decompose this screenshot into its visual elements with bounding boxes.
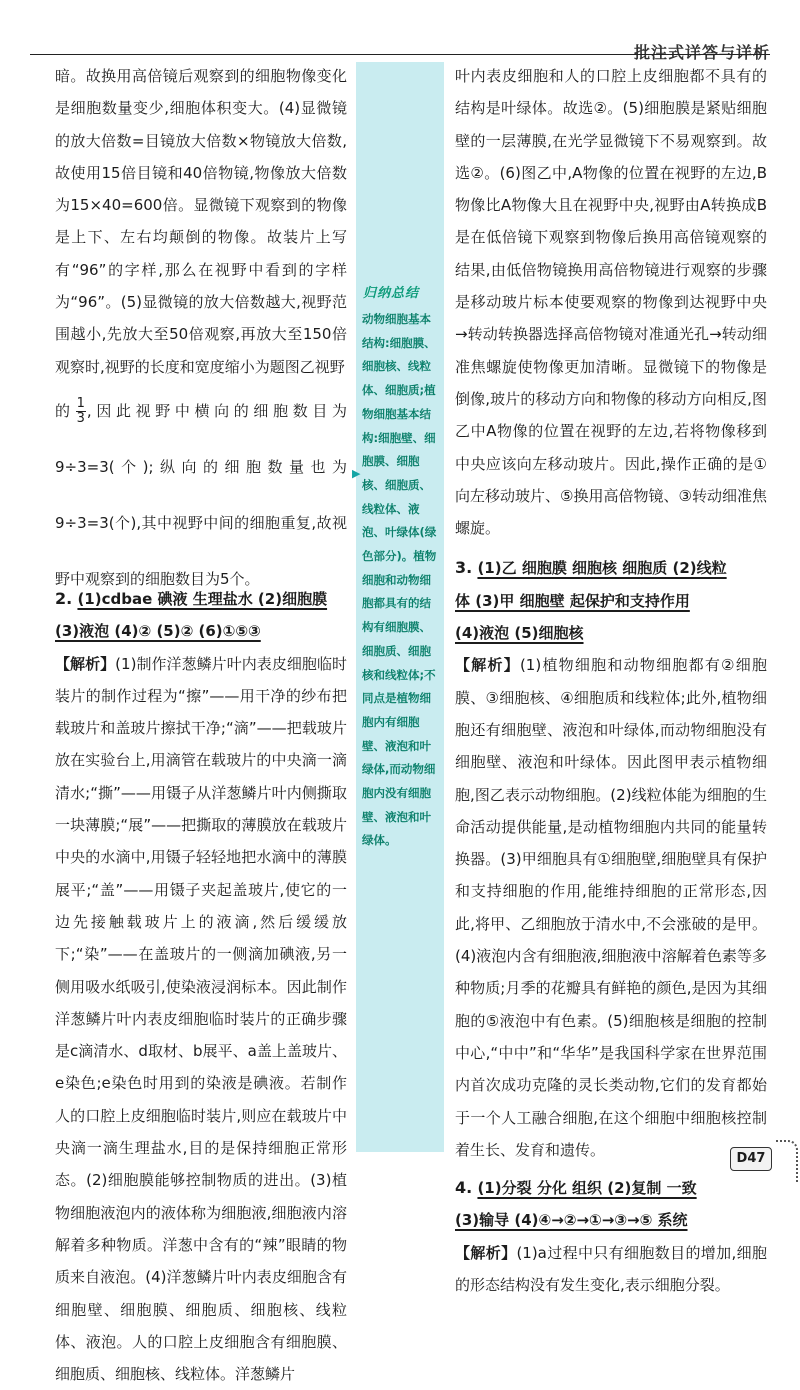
answer-3-line-2: 体 (3)甲 细胞壁 起保护和支持作用 [455, 591, 690, 610]
answer-4-line-1: (1)分裂 分化 组织 (2)复制 一致 [477, 1179, 697, 1198]
answer-3-line-1: (1)乙 细胞膜 细胞核 细胞质 (2)线粒 [477, 559, 727, 578]
left-column [55, 60, 347, 1390]
sidebar-arrow-icon: ▶ [352, 467, 361, 480]
fraction-denominator: 3 [76, 410, 85, 426]
right-column [455, 60, 767, 1301]
answer-3 [455, 552, 767, 649]
sidebar-body: 动物细胞基本结构:细胞膜、细胞核、线粒体、细胞质;植物细胞基本结构:细胞壁、细胞膜、细胞核、细胞质、线粒体、液泡、叶绿体(绿色部分)。植物细胞和动物细胞都具有的结构有细胞膜、细胞质、细胞核和线粒体;不同点是植物细胞内有细胞壁、液泡和叶绿体,而动物细胞内没有细胞壁、液泡和叶绿体。 [362, 312, 437, 848]
header-rule [30, 54, 770, 55]
analysis-4-label: 【解析】 [455, 1243, 517, 1262]
answer-2-line-1: (1)cdbae 碘液 生理盐水 (2)细胞膜 [77, 589, 328, 608]
fraction-prefix: 的 [55, 401, 75, 420]
sidebar-title: 归纳总结 [363, 286, 420, 301]
answer-2-number: 2. [55, 588, 73, 608]
answer-4-number: 4. [455, 1178, 473, 1198]
fraction-numerator: 1 [76, 396, 85, 412]
analysis-2-body: (1)制作洋葱鳞片叶内表皮细胞临时装片的制作过程为“擦”——用干净的纱布把载玻片和盖玻片擦拭干净;“滴”——把载玻片放在实验台上,用滴管在载玻片的中央滴一滴清水;“撕”——用镊子从洋葱鳞片叶内侧撕取一块薄膜;“展”——把撕取的薄膜放在载玻片中央的水滴中,用镊子轻轻地把水滴中的薄膜展平;“盖”——用镊子夹起盖玻片,使它的一边先接触载玻片上的液滴,然后缓缓放下;“染”——在盖玻片的一侧滴加碘液,另一侧用吸水纸吸引,使染液浸润标本。因此制作洋葱鳞片叶内表皮细胞临时装片的正确步骤是c滴清水、d取材、b展平、a盖上盖玻片、e染色;e染色时用到的染液是碘液。若制作人的口腔上皮细胞临时装片,则应在载玻片中央滴一滴生理盐水,目的是保持细胞正常形态。(2)细胞膜能够控制物质的进出。(3)植物细胞液泡内的液体称为细胞液,细胞液内溶解着多种物质。洋葱中含有的“辣”眼睛的物质来自液泡。(4)洋葱鳞片叶内表皮细胞含有细胞壁、细胞膜、细胞质、细胞核、线粒体、液泡。人的口腔上皮细胞含有细胞膜、细胞质、细胞核、线粒体。洋葱鳞片 [55, 654, 347, 1384]
analysis-2 [55, 648, 347, 1390]
analysis-3-body: (1)植物细胞和动物细胞都有②细胞膜、③细胞核、④细胞质和线粒体;此外,植物细胞还有细胞壁、液泡和叶绿体,而动物细胞没有细胞壁、液泡和叶绿体。因此图甲表示植物细胞,图乙表示动物细胞。(2)线粒体能为细胞的生命活动提供能量,是动植物细胞内共同的能量转换器。(3)甲细胞具有①细胞壁,细胞壁具有保护和支持细胞的作用,能维持细胞的正常形态,因此,将甲、乙细胞放于清水中,不会涨破的是甲。(4)液泡内含有细胞液,细胞液中溶解着色素等多种物质;月季的花瓣具有鲜艳的颜色,是因为其细胞的⑤液泡中有色素。(5)细胞核是细胞的控制中心,“中中”和“华华”是我国科学家在世界范围内首次成功克隆的灵长类动物,它们的发育都始于一个人工融合细胞,在这个细胞中细胞核控制着生长、发育和遗传。 [455, 656, 767, 1159]
answer-3-number: 3. [455, 558, 473, 578]
header-title: 批注式详答与详析 [633, 43, 770, 62]
answer-4 [455, 1172, 767, 1237]
answer-4-line-2: (3)输导 (4)④→②→①→③→⑤ 系统 [455, 1211, 688, 1230]
left-fraction-paragraph [55, 383, 347, 607]
answer-3-line-3: (4)液泡 (5)细胞核 [455, 624, 584, 643]
analysis-4 [455, 1237, 767, 1302]
left-paragraph-1: 暗。故换用高倍镜后观察到的细胞物像变化是细胞数量变少,细胞体积变大。(4)显微镜的放大倍数=目镜放大倍数×物镜放大倍数,故使用15倍目镜和40倍物镜,物像放大倍数为15×40=600倍。显微镜下观察到的物像是上下、左右均颠倒的物像。故装片上写有“96”的字样,那么在视野中看到的字样为“96”。(5)显微镜的放大倍数越大,视野范围越小,先放大至50倍观察,再放大至150倍观察时,视野的长度和宽度缩小为题图乙视野 [55, 67, 347, 376]
fraction-one-third [76, 397, 86, 425]
page-corner-decoration [776, 1140, 798, 1182]
analysis-3 [455, 649, 767, 1166]
page-header [30, 6, 770, 62]
right-paragraph-1: 叶内表皮细胞和人的口腔上皮细胞都不具有的结构是叶绿体。故选②。(5)细胞膜是紧贴细胞壁的一层薄膜,在光学显微镜下不易观察到。故选②。(6)图乙中,A物像的位置在视野的左边,B物像比A物像大且在视野中央,视野由A转换成B是在低倍镜下观察到物像后换用高倍镜观察的结果,由低倍物镜换用高倍物镜进行观察的步骤是移动玻片标本使要观察的物像到达视野中央→转动转换器选择高倍物镜对准通光孔→转动细准焦螺旋使物像更加清晰。显微镜下的物像是倒像,玻片的移动方向和物像的移动方向相反,图乙中A物像的位置在视野的左边,若将物像移到中央应该向左移动玻片。因此,操作正确的是①向左移动玻片、⑤换用高倍物镜、③转动细准焦螺旋。 [455, 67, 767, 538]
fraction-suffix: ,因此视野中横向的细胞数目为9÷3=3(个);纵向的细胞数量也为9÷3=3(个),其中视野中间的细胞重复,故视野中观察到的细胞数目为5个。 [55, 401, 347, 588]
answer-2-line-2: (3)液泡 (4)② (5)② (6)①⑤③ [55, 622, 261, 641]
answer-2 [55, 583, 347, 648]
analysis-3-label: 【解析】 [455, 656, 520, 675]
analysis-2-label: 【解析】 [55, 654, 116, 673]
summary-sidebar [356, 62, 444, 1152]
analysis-4-body: (1)a过程中只有细胞数目的增加,细胞的形态结构没有发生变化,表示细胞分裂。 [455, 1243, 767, 1294]
page-number: D47 [730, 1147, 772, 1171]
